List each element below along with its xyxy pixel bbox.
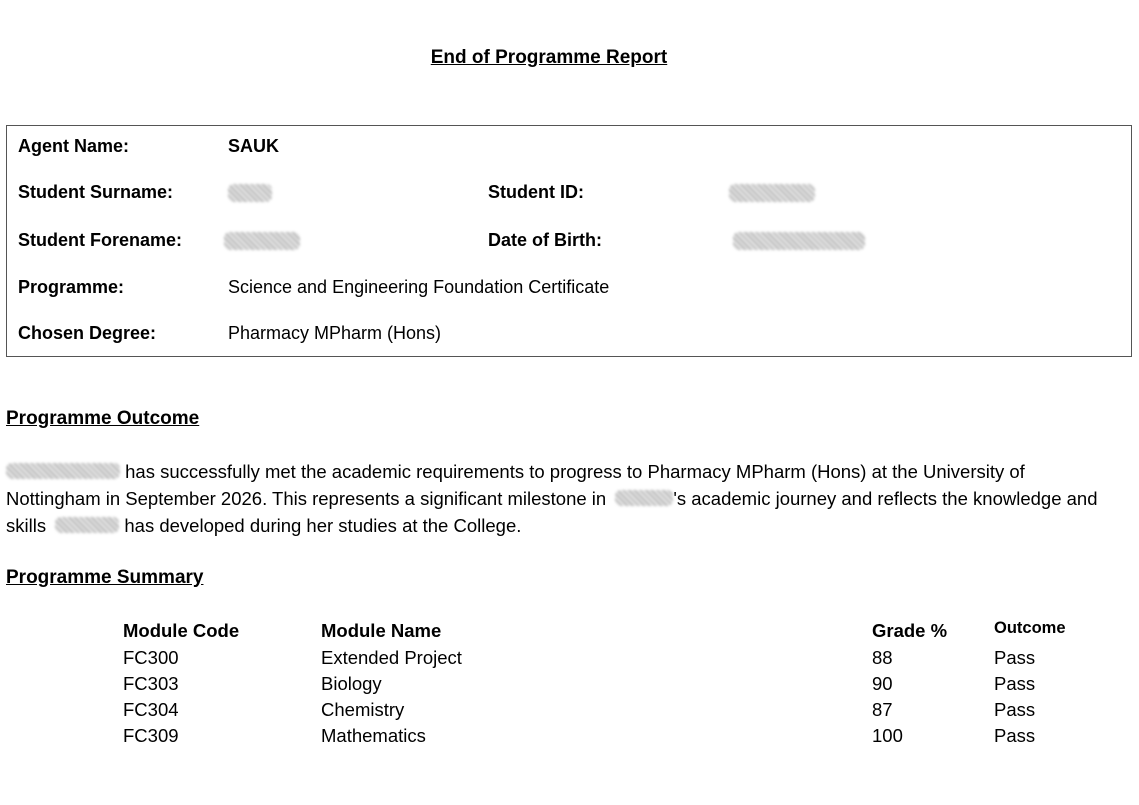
column-header-grade: Grade % — [872, 620, 948, 641]
module-code: FC309 — [123, 725, 179, 746]
module-code: FC300 — [123, 647, 179, 668]
student-info-box — [6, 125, 1132, 357]
module-outcome: Pass — [994, 725, 1036, 746]
column-header-outcome: Outcome — [994, 619, 1066, 637]
date-of-birth-label: Date of Birth: — [488, 230, 602, 250]
module-code: FC303 — [123, 673, 179, 694]
student-id-redacted — [729, 182, 815, 203]
agent-row — [7, 136, 1131, 182]
agent-name-label: Agent Name: — [18, 136, 130, 156]
module-grade: 88 — [872, 647, 893, 668]
outcome-text-part-1: has successfully met the academic requirements to progress to Pharmacy MPharm (Hons) at the University of Nottingham in September 2026. This represents a significant milestone in — [6, 461, 1025, 509]
agent-name-value: SAUK — [228, 136, 280, 156]
student-name-redacted — [6, 463, 120, 479]
module-grade: 90 — [872, 673, 893, 694]
student-surname-redacted — [228, 182, 272, 203]
student-surname-label: Student Surname: — [18, 182, 174, 202]
module-outcome: Pass — [994, 699, 1036, 720]
programme-outcome-heading: Programme Outcome — [6, 408, 200, 429]
module-name: Chemistry — [321, 699, 405, 720]
column-header-module-name: Module Name — [321, 620, 442, 641]
student-forename-label: Student Forename: — [18, 230, 183, 250]
student-id-label: Student ID: — [488, 182, 584, 202]
date-of-birth-redacted — [733, 230, 865, 251]
programme-label: Programme: — [18, 277, 125, 297]
programme-outcome-text — [6, 458, 1116, 539]
programme-row — [7, 277, 1131, 323]
module-grade: 87 — [872, 699, 893, 720]
chosen-degree-value: Pharmacy MPharm (Hons) — [228, 323, 442, 343]
outcome-text-part-3: has developed during her studies at the College. — [124, 515, 522, 536]
module-name: Mathematics — [321, 725, 426, 746]
degree-row — [7, 323, 1131, 369]
column-header-module-code: Module Code — [123, 620, 240, 641]
student-name-redacted — [615, 490, 673, 506]
programme-value: Science and Engineering Foundation Certificate — [228, 277, 610, 297]
programme-summary-heading: Programme Summary — [6, 567, 204, 588]
surname-row — [7, 182, 1131, 228]
chosen-degree-label: Chosen Degree: — [18, 323, 157, 343]
module-name: Biology — [321, 673, 382, 694]
module-grade: 100 — [872, 725, 903, 746]
module-outcome: Pass — [994, 647, 1036, 668]
student-forename-redacted — [224, 230, 300, 251]
student-name-redacted — [55, 517, 119, 533]
module-name: Extended Project — [321, 647, 462, 668]
outcome-text-part-2: 's academic journey and reflects the knowledge and skills — [6, 488, 1098, 536]
module-code: FC304 — [123, 699, 179, 720]
forename-row — [7, 230, 1131, 276]
module-outcome: Pass — [994, 673, 1036, 694]
report-title: End of Programme Report — [430, 47, 668, 68]
